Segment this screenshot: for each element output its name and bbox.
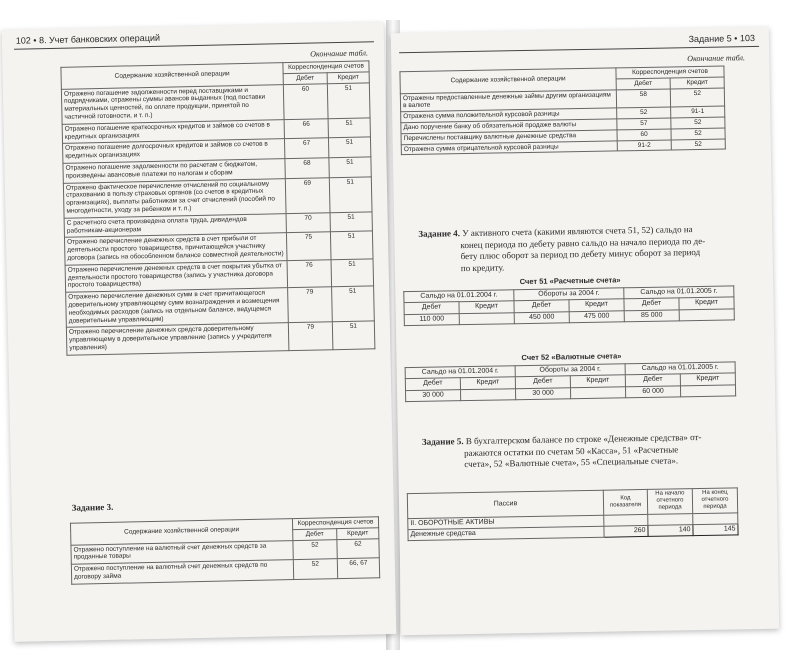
- header-debit: Дебет: [405, 378, 460, 390]
- row-debit: 52: [617, 107, 671, 119]
- row-text: Отражено погашение краткосрочных кредитов и займов со счетов в кредитных организациях: [62, 119, 284, 143]
- header-credit: Кредит: [680, 373, 735, 385]
- header-debit: Дебет: [625, 374, 680, 386]
- header-credit: Кредит: [337, 528, 379, 540]
- task4-line2: конец периода по дебету равно сальдо на начало периода по де-: [460, 235, 706, 250]
- task3-title: [72, 502, 114, 515]
- row-text: Дано поручение банку об обязательной продаже валюты: [401, 119, 617, 134]
- row-credit: 51: [329, 176, 372, 212]
- row-debit: 60: [283, 83, 328, 119]
- running-head-left: 102 • 8. Учет банковских операций: [15, 32, 161, 46]
- header-content: Содержание хозяйственной операции: [400, 68, 616, 93]
- row-text: Отражено погашение задолженности перед поставщиками и подрядчиками, отражены суммы авансов выданных (под поставки материальных ценностей, по оплате продукции, принятой по частичной готовности, и т. п.): [61, 84, 284, 124]
- account51-title: Счет 51 «Расчетные счета»: [519, 275, 621, 287]
- header-end: На конец отчетного периода: [692, 488, 737, 513]
- cell-turnover-debit: 450 000: [514, 312, 569, 324]
- cell-end-debit: 60 000: [625, 386, 680, 398]
- row-debit: 79: [288, 287, 333, 323]
- task4-text: [404, 223, 765, 276]
- cell-begin-debit: 110 000: [404, 313, 459, 325]
- row-credit: 62: [337, 538, 379, 558]
- header-credit: Кредит: [460, 377, 515, 389]
- task4-label: Задание 4.: [418, 228, 461, 239]
- header-saldo-begin: Сальдо на 01.01.2004 г.: [405, 366, 515, 379]
- row-text: Отражены предоставленные денежные займы другим организациям в валюте: [400, 90, 616, 112]
- table-body: [400, 88, 725, 155]
- header-passive: Пассив: [407, 490, 603, 518]
- header-credit: Кредит: [570, 375, 625, 387]
- row-text: Отражено перечисление денежных сумм в счет причитающегося доверительному управляющему сумм вознаграждения и возмещения необходимых расходов (запись на отдельном балансе, ведущемся доверительным управляющим): [66, 288, 289, 328]
- section-label: II. ОБОРОТНЫЕ АКТИВЫ: [408, 515, 604, 530]
- row-debit: 67: [284, 138, 328, 159]
- header-credit: Кредит: [670, 77, 724, 89]
- header-correspondence: Корреспонденция счетов: [283, 61, 369, 74]
- header-credit: Кредит: [569, 299, 624, 311]
- table-account51: [403, 285, 735, 326]
- table-caption: Окончание табл.: [687, 53, 746, 64]
- header-debit: Дебет: [293, 528, 337, 540]
- table-row: [66, 321, 375, 355]
- row-credit: 91-1: [671, 106, 725, 118]
- row-credit: 51: [328, 137, 370, 157]
- cell-empty: [680, 385, 735, 397]
- row-credit: 51: [327, 82, 370, 118]
- header-debit: Дебет: [616, 78, 670, 90]
- row-credit: 51: [329, 157, 371, 177]
- cell-empty: [461, 389, 516, 401]
- task5-line2: ражаются остатки по счетам 50 «Касса», 51 «Расчетные: [464, 444, 679, 458]
- header-saldo-end: Сальдо на 01.01.2005 г.: [625, 362, 735, 375]
- row-text: Отражено поступление на валютный счет денежных средств за проданные товары: [71, 540, 293, 564]
- table-balance: [407, 487, 739, 541]
- cell-empty: [604, 514, 648, 526]
- row-credit: 52: [671, 139, 725, 151]
- header-saldo-end: Сальдо на 01.01.2005 г.: [624, 286, 734, 299]
- header-credit: Кредит: [459, 301, 514, 313]
- header-saldo-begin: Сальдо на 01.01.2004 г.: [404, 290, 514, 303]
- row-debit: 69: [285, 177, 330, 213]
- cell-begin-debit: 30 000: [406, 389, 461, 401]
- running-head-right: Задание 5 • 103: [688, 32, 755, 45]
- header-rule: [399, 46, 759, 53]
- row-credit: 51: [332, 286, 375, 322]
- cell-end: 145: [693, 524, 738, 536]
- row-debit: 52: [293, 539, 337, 560]
- cell-empty: [693, 512, 738, 524]
- table-body: [61, 82, 375, 355]
- task4-line3: бету плюс оборот за период по дебету минус оборот за период: [460, 247, 701, 262]
- header-begin: На начало отчетного периода: [647, 489, 692, 514]
- cell-code: 260: [604, 525, 648, 537]
- header-correspondence: Корреспонденция счетов: [616, 66, 724, 79]
- row-debit: 79: [288, 322, 333, 350]
- header-debit: Дебет: [283, 73, 327, 85]
- header-credit: Кредит: [679, 297, 734, 309]
- row-credit: 51: [330, 212, 372, 232]
- row-text: Отражена сумма отрицательной курсовой разницы: [401, 140, 617, 155]
- row-debit: 91-2: [617, 140, 671, 152]
- header-debit: Дебет: [515, 376, 570, 388]
- task5-line3: счета», 52 «Валютные счета», 55 «Специальные счета».: [464, 455, 679, 470]
- header-debit: Дебет: [514, 300, 569, 312]
- task5-text: [408, 431, 769, 472]
- row-debit: 58: [616, 89, 670, 109]
- task5-line1: В бухгалтерском балансе по строке «Денежные средства» от-: [465, 431, 702, 447]
- header-turnover: Обороты за 2004 г.: [515, 364, 625, 377]
- row-text: Отражено фактическое перечисление отчислений по социальному страхованию в пользу страховых органов (со счетов в кредитных организациях), выплаты работникам за счет отчислений (пособий по многодетности, уходу за ребенком и т. п.): [63, 178, 286, 218]
- row-text: Отражено перечисление денежных средств доверительному управляющему в доверительное управление (запись у учредителя управления): [66, 323, 289, 355]
- row-credit: 51: [332, 321, 375, 349]
- cell-turnover-credit: 475 000: [569, 311, 624, 323]
- row-text: Отражено погашение задолженности по расчетам с бюджетом, произведены авансовые платежи по налогам и сборам: [63, 159, 285, 183]
- row-debit: 76: [287, 259, 332, 287]
- table-operations-left: [60, 60, 375, 355]
- row-text: Отражено поступление на валютный счет денежных средств по договору займа: [71, 560, 293, 584]
- row-label: Денежные средства: [408, 526, 604, 541]
- header-debit: Дебет: [404, 302, 459, 314]
- header-content: Содержание хозяйственной операции: [61, 63, 283, 89]
- cell-begin: 140: [648, 525, 693, 537]
- cell-empty: [571, 387, 626, 399]
- task5-label: Задание 5.: [421, 436, 464, 447]
- row-credit: 51: [330, 231, 373, 259]
- row-text: Отражена сумма положительной курсовой разницы: [401, 108, 617, 123]
- row-credit: 52: [670, 88, 724, 108]
- cell-empty: [459, 313, 514, 325]
- table-body: [71, 538, 380, 584]
- row-debit: 52: [293, 559, 337, 580]
- account52-title: Счет 52 «Валютные счета»: [521, 351, 622, 363]
- row-text: Отражено перечисление денежных средств в счет покрытия убытка от деятельности простого товарищества (запись у участника договора простого товарищества): [65, 260, 288, 292]
- cell-empty: [679, 309, 734, 321]
- header-correspondence: Корреспонденция счетов: [292, 517, 378, 530]
- table-operations-right: [399, 66, 725, 156]
- left-page: [2, 22, 397, 642]
- row-debit: 60: [617, 129, 671, 141]
- row-debit: 70: [286, 212, 330, 233]
- cell-turnover-debit: 30 000: [516, 388, 571, 400]
- row-credit: 66, 67: [337, 558, 379, 578]
- task3-label: Задание 3.: [71, 501, 114, 513]
- row-debit: 68: [285, 158, 329, 179]
- header-debit: Дебет: [624, 298, 679, 310]
- table-caption: Окончание табл.: [310, 48, 369, 59]
- row-debit: 75: [286, 232, 331, 260]
- row-credit: 52: [671, 128, 725, 140]
- table-task3: [70, 516, 380, 584]
- header-credit: Кредит: [327, 72, 369, 84]
- row-text: Отражено перечисление денежных средств в счет прибыли от деятельности простого товарищества, причитающейся участнику договора (запись на обособленном балансе совместной деятельности): [64, 233, 287, 265]
- row-debit: 66: [284, 119, 328, 140]
- row-text: Перечислены поставщику валютные денежные средства: [401, 130, 617, 145]
- row-text: С расчетного счета произведена оплата труда, дивидендов работникам-акционерам: [64, 213, 286, 237]
- row-text: Отражено погашение долгосрочных кредитов и займов со счетов в кредитных организациях: [63, 139, 285, 163]
- row-debit: 57: [617, 118, 671, 130]
- header-turnover: Обороты за 2004 г.: [514, 288, 624, 301]
- task4-line1: У активного счета (какими являются счета 51, 52) сальдо на: [462, 224, 693, 239]
- cell-empty: [648, 513, 693, 525]
- cell-end-debit: 85 000: [624, 310, 679, 322]
- row-credit: 51: [328, 118, 370, 138]
- row-credit: 52: [671, 117, 725, 129]
- task4-line4: по кредиту.: [460, 262, 505, 274]
- header-code: Код показателя: [603, 489, 647, 514]
- table-account52: [405, 361, 737, 402]
- right-page: [391, 27, 779, 636]
- row-credit: 51: [331, 259, 374, 287]
- header-content: Содержание хозяйственной операции: [70, 519, 292, 545]
